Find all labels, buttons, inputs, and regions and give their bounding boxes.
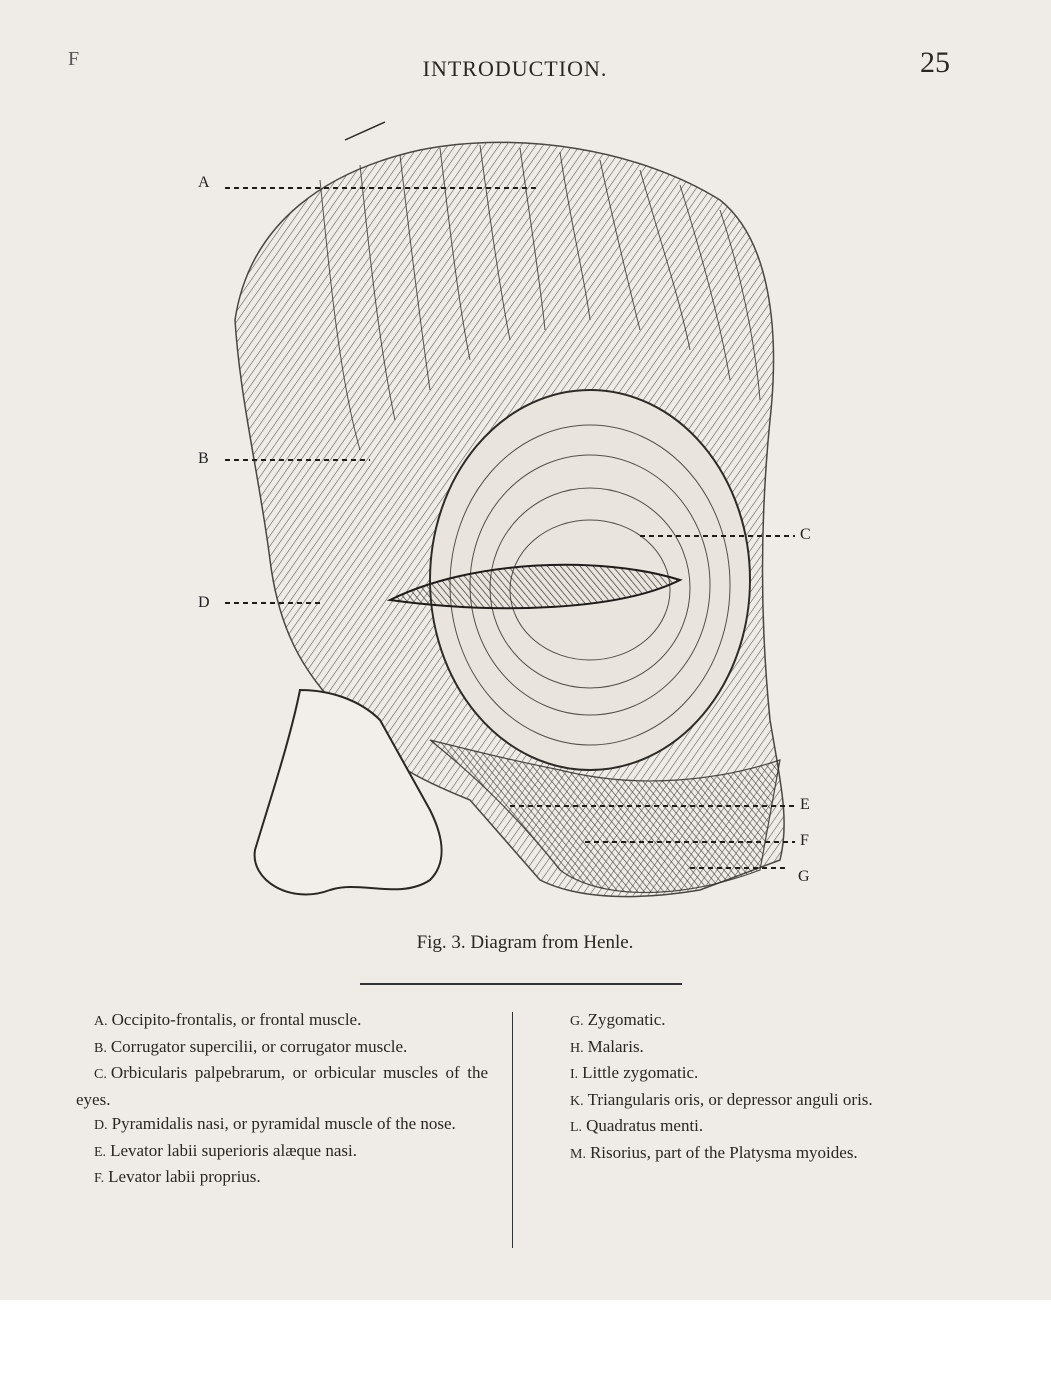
legend-entry: G. Zygomatic. (570, 1010, 666, 1029)
legend-left-column (76, 1008, 488, 1192)
legend-entry: L. Quadratus menti. (570, 1116, 704, 1135)
figure-caption: Fig. 3. Diagram from Henle. (416, 932, 634, 953)
legend-entry: C. Orbicularis palpebrarum, or orbicular muscles of the eyes. (76, 1063, 488, 1109)
legend-entry: I. Little zygomatic. (570, 1063, 699, 1082)
legend-entry: B. Corrugator supercilii, or corrugator muscle. (94, 1036, 408, 1056)
legend-entry: F. Levator labii proprius. (94, 1167, 261, 1186)
figure-label-d: D (198, 594, 210, 611)
bottom-margin (0, 1300, 1051, 1390)
figure-label-e: E (800, 796, 810, 813)
caption-rule (360, 983, 682, 985)
legend-entry: D. Pyramidalis nasi, or pyramidal muscle of the nose. (94, 1114, 456, 1133)
corner-mark: F (68, 48, 80, 70)
legend-entry: E. Levator labii superioris alæque nasi. (94, 1140, 357, 1160)
figure-label-a: A (198, 174, 210, 191)
figure-label-f: F (800, 832, 809, 849)
legend-entry: H. Malaris. (570, 1036, 644, 1056)
legend-entry: A. Occipito-frontalis, or frontal muscle. (94, 1010, 362, 1029)
legend-entry: K. Triangularis oris, or depressor anguli oris. (570, 1089, 873, 1109)
running-head: INTRODUCTION. (422, 56, 608, 81)
figure-label-b: B (198, 450, 209, 467)
legend-entry: M. Risorius, part of the Platysma myoides. (570, 1142, 858, 1162)
figure-label-g: G (798, 868, 810, 885)
figure-label-c: C (800, 526, 811, 543)
legend-right-column (552, 1008, 950, 1167)
page-number: 25 (920, 46, 950, 79)
scalpel-stroke (345, 122, 385, 140)
legend-divider (512, 1012, 513, 1248)
